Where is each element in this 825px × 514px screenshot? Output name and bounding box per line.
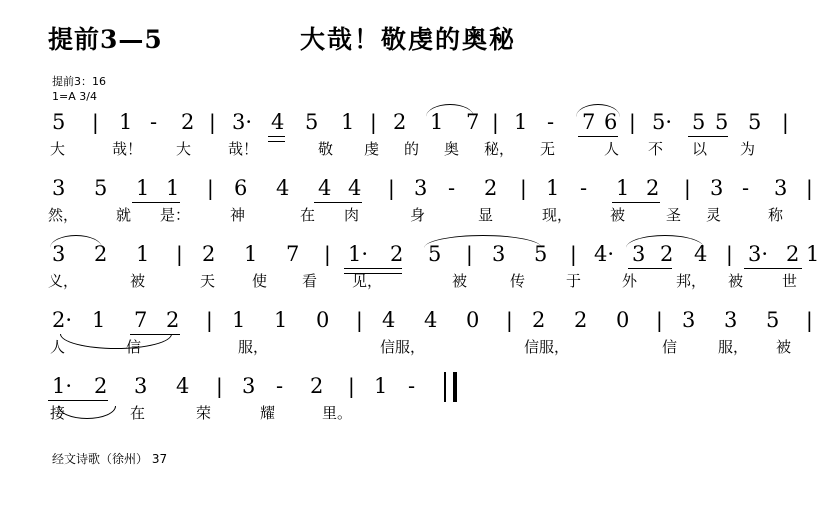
lyric: 敬	[318, 140, 334, 158]
lyric: 使	[252, 272, 268, 290]
note-row	[0, 240, 825, 274]
note: 5	[305, 110, 319, 134]
note: 4	[694, 242, 708, 266]
lyric: 不	[648, 140, 664, 158]
lyric: 被	[130, 272, 146, 290]
barline: |	[209, 110, 216, 134]
note-dotted: 3·	[232, 110, 253, 134]
lyric: 天	[200, 272, 216, 290]
note: 3	[682, 308, 696, 332]
score-system	[0, 174, 825, 248]
note: 3	[52, 242, 66, 266]
note: 1	[274, 308, 288, 332]
note: 3	[414, 176, 428, 200]
note: 3	[242, 374, 256, 398]
barline: |	[726, 242, 733, 266]
lyric: 世	[782, 272, 798, 290]
note: 1	[806, 242, 820, 266]
beam-single	[688, 136, 728, 137]
lyric-row	[0, 142, 825, 170]
lyric: 无	[540, 140, 556, 158]
note-rest: 0	[466, 308, 480, 332]
note: 1	[616, 176, 630, 200]
lyric: 耀	[260, 404, 276, 422]
scripture-reference-title: 提前3—5	[48, 25, 163, 54]
note-dotted: 4·	[594, 242, 615, 266]
lyric-row	[0, 406, 825, 434]
note: 5	[534, 242, 548, 266]
note: 3	[52, 176, 66, 200]
lyric-row	[0, 274, 825, 302]
meta-line-key-time: 1=A 3/4	[52, 90, 97, 103]
note-dotted: 3·	[748, 242, 769, 266]
footer-credit: 经文诗歌（徐州） 37	[52, 452, 168, 466]
lyric: 被	[776, 338, 792, 356]
note: 3	[134, 374, 148, 398]
note: 1	[119, 110, 133, 134]
lyric: 的	[404, 140, 420, 158]
beam-single	[744, 268, 802, 269]
score-system	[0, 306, 825, 380]
note: 2	[532, 308, 546, 332]
barline: |	[520, 176, 527, 200]
barline: |	[324, 242, 331, 266]
note: 4	[271, 110, 285, 134]
note: 3	[492, 242, 506, 266]
final-barline	[444, 372, 457, 402]
note: 3	[632, 242, 646, 266]
note: 2	[310, 374, 324, 398]
barline: |	[206, 308, 213, 332]
note: 7	[134, 308, 148, 332]
barline: |	[492, 110, 499, 134]
note: 1	[514, 110, 528, 134]
note: 1	[546, 176, 560, 200]
note-dash: -	[448, 176, 456, 200]
song-main-title: 大哉！敬虔的奥秘	[300, 25, 517, 54]
lyric: 被	[728, 272, 744, 290]
barline: |	[629, 110, 636, 134]
lyric: 在	[300, 206, 316, 224]
beam-double	[344, 268, 402, 269]
lyric: 哉！	[112, 140, 143, 158]
barline: |	[466, 242, 473, 266]
note: 3	[710, 176, 724, 200]
barline: |	[806, 176, 813, 200]
lyric: 称	[768, 206, 784, 224]
beam-single	[628, 268, 672, 269]
meta-line-scripture: 提前3：16	[52, 75, 106, 88]
lyric: 为	[740, 140, 756, 158]
note: 7	[286, 242, 300, 266]
lyric: 于	[566, 272, 582, 290]
note: 1	[341, 110, 355, 134]
note: 4	[176, 374, 190, 398]
lyric: 身	[410, 206, 426, 224]
note-rest: 0	[316, 308, 330, 332]
lyric: 荣	[196, 404, 212, 422]
lyric: 外	[622, 272, 638, 290]
note: 1	[136, 242, 150, 266]
lyric: 邦，	[676, 272, 707, 290]
note: 2	[166, 308, 180, 332]
barline: |	[656, 308, 663, 332]
note-dash: -	[742, 176, 750, 200]
barline: |	[370, 110, 377, 134]
lyric: 人	[50, 338, 66, 356]
barline: |	[176, 242, 183, 266]
note-dash: -	[547, 110, 555, 134]
note-dotted: 1·	[52, 374, 73, 398]
note: 2	[202, 242, 216, 266]
note: 5	[715, 110, 729, 134]
lyric: 肉	[344, 206, 360, 224]
lyric: 就	[116, 206, 132, 224]
lyric: 是：	[160, 206, 191, 224]
lyric: 看	[302, 272, 318, 290]
beam-single	[48, 400, 108, 401]
note: 2	[786, 242, 800, 266]
lyric: 里。	[322, 404, 353, 422]
note: 2	[393, 110, 407, 134]
note: 2	[94, 374, 108, 398]
note: 4	[348, 176, 362, 200]
barline: |	[506, 308, 513, 332]
slur	[60, 334, 172, 349]
beam-single	[132, 202, 180, 203]
score-system	[0, 240, 825, 314]
note-dotted: 2·	[52, 308, 73, 332]
note-dash: -	[276, 374, 284, 398]
note-dash: -	[580, 176, 588, 200]
note: 5	[94, 176, 108, 200]
slur	[576, 104, 620, 117]
lyric: 哉！	[228, 140, 259, 158]
beam-double	[268, 136, 285, 137]
lyric: 信	[662, 338, 678, 356]
barline: |	[388, 176, 395, 200]
barline: |	[806, 308, 813, 332]
note: 5	[428, 242, 442, 266]
barline: |	[782, 110, 789, 134]
lyric: 被	[610, 206, 626, 224]
lyric: 圣	[666, 206, 682, 224]
lyric: 服，	[238, 338, 269, 356]
lyric: 信服，	[380, 338, 426, 356]
lyric: 传	[510, 272, 526, 290]
lyric-row	[0, 340, 825, 368]
score-system	[0, 372, 825, 446]
note: 1	[244, 242, 258, 266]
note: 6	[604, 110, 618, 134]
lyric: 被	[452, 272, 468, 290]
barline: |	[216, 374, 223, 398]
note: 2	[94, 242, 108, 266]
barline: |	[356, 308, 363, 332]
note: 5	[692, 110, 706, 134]
beam-single	[578, 136, 618, 137]
lyric: 服，	[718, 338, 749, 356]
barline: |	[348, 374, 355, 398]
lyric: 秘，	[484, 140, 515, 158]
lyric: 信	[126, 338, 142, 356]
lyric: 现，	[542, 206, 573, 224]
note: 5	[766, 308, 780, 332]
lyric: 然，	[48, 206, 79, 224]
barline: |	[92, 110, 99, 134]
note: 1	[92, 308, 106, 332]
barline: |	[684, 176, 691, 200]
lyric: 虔	[364, 140, 380, 158]
lyric-row	[0, 208, 825, 236]
note: 5	[748, 110, 762, 134]
lyric: 以	[692, 140, 708, 158]
note: 2	[484, 176, 498, 200]
note-row	[0, 108, 825, 142]
lyric: 见，	[352, 272, 383, 290]
note: 5	[52, 110, 66, 134]
lyric: 显	[478, 206, 494, 224]
barline: |	[207, 176, 214, 200]
note: 7	[582, 110, 596, 134]
lyric: 灵	[706, 206, 722, 224]
note-row	[0, 174, 825, 208]
note: 2	[181, 110, 195, 134]
lyric: 义，	[48, 272, 79, 290]
lyric: 大	[176, 140, 192, 158]
note: 3	[774, 176, 788, 200]
note: 2	[660, 242, 674, 266]
note-dotted: 1·	[348, 242, 369, 266]
note: 1	[136, 176, 150, 200]
lyric: 奥	[444, 140, 460, 158]
note: 2	[646, 176, 660, 200]
note: 7	[466, 110, 480, 134]
lyric: 神	[230, 206, 246, 224]
note: 4	[318, 176, 332, 200]
note: 3	[724, 308, 738, 332]
lyric: 人	[604, 140, 620, 158]
note: 1	[374, 374, 388, 398]
note-dash: -	[150, 110, 158, 134]
note-dotted: 5·	[652, 110, 673, 134]
barline: |	[570, 242, 577, 266]
note: 1	[166, 176, 180, 200]
beam-single	[612, 202, 660, 203]
note-rest: 0	[616, 308, 630, 332]
lyric: 在	[130, 404, 146, 422]
note: 4	[424, 308, 438, 332]
slur	[426, 104, 474, 117]
note: 4	[382, 308, 396, 332]
lyric: 信服，	[524, 338, 570, 356]
note: 2	[390, 242, 404, 266]
note: 2	[574, 308, 588, 332]
note-row	[0, 372, 825, 406]
note: 4	[276, 176, 290, 200]
note: 1	[232, 308, 246, 332]
note: 1	[430, 110, 444, 134]
note-dash: -	[408, 374, 416, 398]
lyric: 接	[50, 404, 66, 422]
note: 6	[234, 176, 248, 200]
beam-single	[314, 202, 362, 203]
lyric: 大	[50, 140, 66, 158]
score-system	[0, 108, 825, 182]
